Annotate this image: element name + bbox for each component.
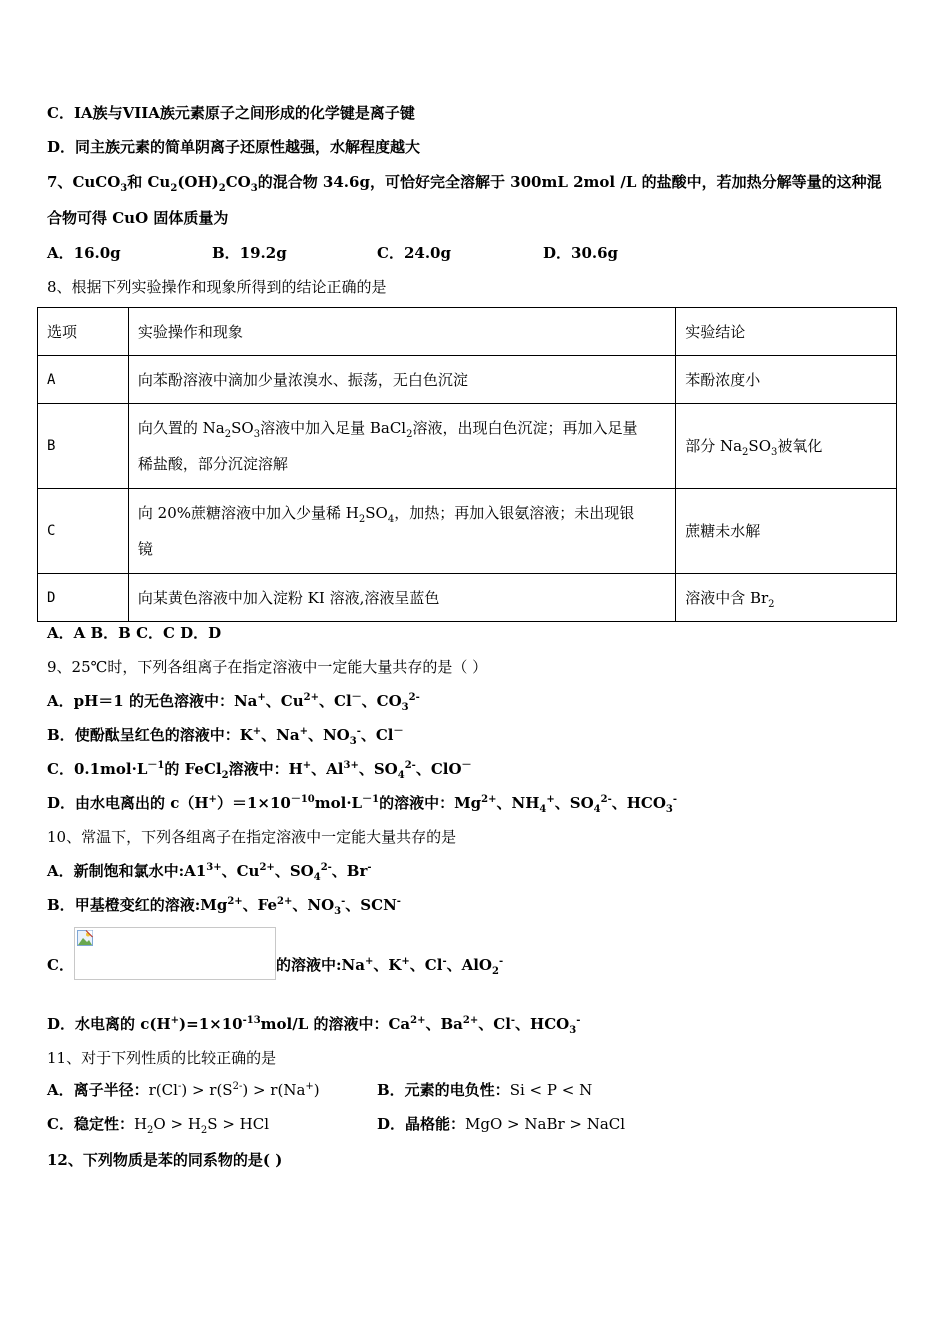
q10-option-a: A．新制饱和氯水中$:A1^{3+}$、$Cu^{2+}$、$SO_4^{2-}$、Br- — [47, 862, 372, 883]
q6-option-d: D．同主族元素的简单阴离子还原性越强，水解程度越大 — [47, 138, 421, 156]
table-row — [38, 574, 897, 622]
q10-option-b: B．甲基橙变红的溶液$:Mg^{2+}$、$Fe^{2+}$、$NO_3^-$、SCN- — [47, 896, 401, 917]
q6-option-c: C．IA族与VIIA族元素原子之间形成的化学键是离子键 — [47, 104, 415, 122]
q11-option-a: A．离子半径：$r(Cl^-) > r(S^{2-}) > r(Na^+)$ — [47, 1081, 320, 1099]
q7-option-c: C．24.0g — [377, 244, 451, 262]
table-row — [38, 356, 897, 404]
q9-question: 9、25℃时，下列各组离子在指定溶液中一定能大量共存的是（ ） — [47, 658, 488, 676]
q8-table — [37, 307, 897, 622]
broken-image-icon — [77, 930, 93, 946]
q9-option-b: B．使酚酞呈红色的溶液中：K+、Na+、$NO_3^-$、Cl－ — [47, 726, 404, 747]
q10-option-c-label: C． — [47, 956, 74, 974]
header-conclusion: 实验结论 — [676, 308, 897, 356]
row-c-conclusion: 蔗糖未水解 — [676, 489, 897, 574]
q9-option-c: C．$0.1mol\cdot L^{-1}$的 FeCl$_2$溶液中：H+、$Al^{3+}$、$SO_4^{2-}$、ClO－ — [47, 760, 472, 781]
table-header-row — [38, 308, 897, 356]
header-option: 选项 — [38, 308, 129, 356]
q7-option-b: B．19.2g — [212, 244, 287, 262]
q7-question-line2: 合物可得 CuO 固体质量为 — [47, 209, 229, 227]
q10-question: 10、常温下，下列各组离子在指定溶液中一定能大量共存的是 — [47, 828, 457, 846]
q12-question: 12、下列物质是苯的同系物的是( ) — [47, 1151, 283, 1169]
table-row — [38, 404, 897, 489]
q8-question: 8、根据下列实验操作和现象所得到的结论正确的是 — [47, 278, 387, 296]
q10-option-d: D．水电离的 $c(H^+)=1\times 10^{-13}mol/L$ 的溶液中：$Ca^{2+}$、$Ba^{2+}$、Cl-、$HCO_3^-$ — [47, 1015, 581, 1036]
table-row — [38, 489, 897, 574]
q10-option-c: 的溶液中:Na+、K+、Cl-、AlO$_2$- — [276, 956, 504, 977]
row-d-conclusion: 溶液中含 $Br_2$ — [676, 574, 897, 622]
row-c-operation: 向 20%蔗糖溶液中加入少量稀 $H_2SO_4$，加热；再加入银氨溶液；未出现银 镜 — [128, 489, 675, 574]
row-a-operation: 向苯酚溶液中滴加少量浓溴水、振荡，无白色沉淀 — [128, 356, 675, 404]
q11-question: 11、对于下列性质的比较正确的是 — [47, 1049, 277, 1067]
q11-option-c: C．稳定性：$H_2O > H_2S$ > HCl — [47, 1115, 270, 1136]
q11-option-b: B．元素的电负性：Si < P < N — [377, 1081, 593, 1099]
row-b-operation: 向久置的 $Na_2SO_3$溶液中加入足量 BaCl$_2$溶液，出现白色沉淀；再加入足量 稀盐酸，部分沉淀溶解 — [128, 404, 675, 489]
header-operation: 实验操作和现象 — [128, 308, 675, 356]
row-a-option: A — [38, 356, 129, 404]
broken-image-placeholder — [74, 927, 276, 980]
row-a-conclusion: 苯酚浓度小 — [676, 356, 897, 404]
q9-option-a: A．pH＝1 的无色溶液中：Na+、$Cu^{2+}$、Cl－、$CO_3^{2-}$ — [47, 692, 420, 713]
q7-option-d: D．30.6g — [543, 244, 619, 262]
row-b-option: B — [38, 404, 129, 489]
row-b-conclusion: 部分 $Na_2SO_3$被氧化 — [676, 404, 897, 489]
q7-number: 7、 — [47, 173, 73, 191]
q7-options — [47, 243, 618, 263]
q7-question: 7、CuCO$_3$和 $Cu_2(OH)_2CO_3$的混合物 34.6g，可恰好完全溶解于 300mL 2mol /L 的盐酸中，若加热分解等量的这种混 — [47, 173, 882, 194]
row-d-operation: 向某黄色溶液中加入淀粉 KI 溶液,溶液呈蓝色 — [128, 574, 675, 622]
row-c-option: C — [38, 489, 129, 574]
q11-option-d: D．晶格能：MgO > NaBr > NaCl — [377, 1115, 626, 1133]
q8-answer-options: A．A B．B C．C D．D — [47, 624, 222, 642]
q7-option-a: A．16.0g — [47, 244, 121, 262]
q9-option-d: D．由水电离出的 $c(H^+)=1\times 10^{-10}mol\cdot L^{-1}$的溶液中：$Mg^{2+}$、$NH_4^+$、$SO_4^{2-}$、$HCO_3^-$ — [47, 794, 678, 815]
row-d-option: D — [38, 574, 129, 622]
